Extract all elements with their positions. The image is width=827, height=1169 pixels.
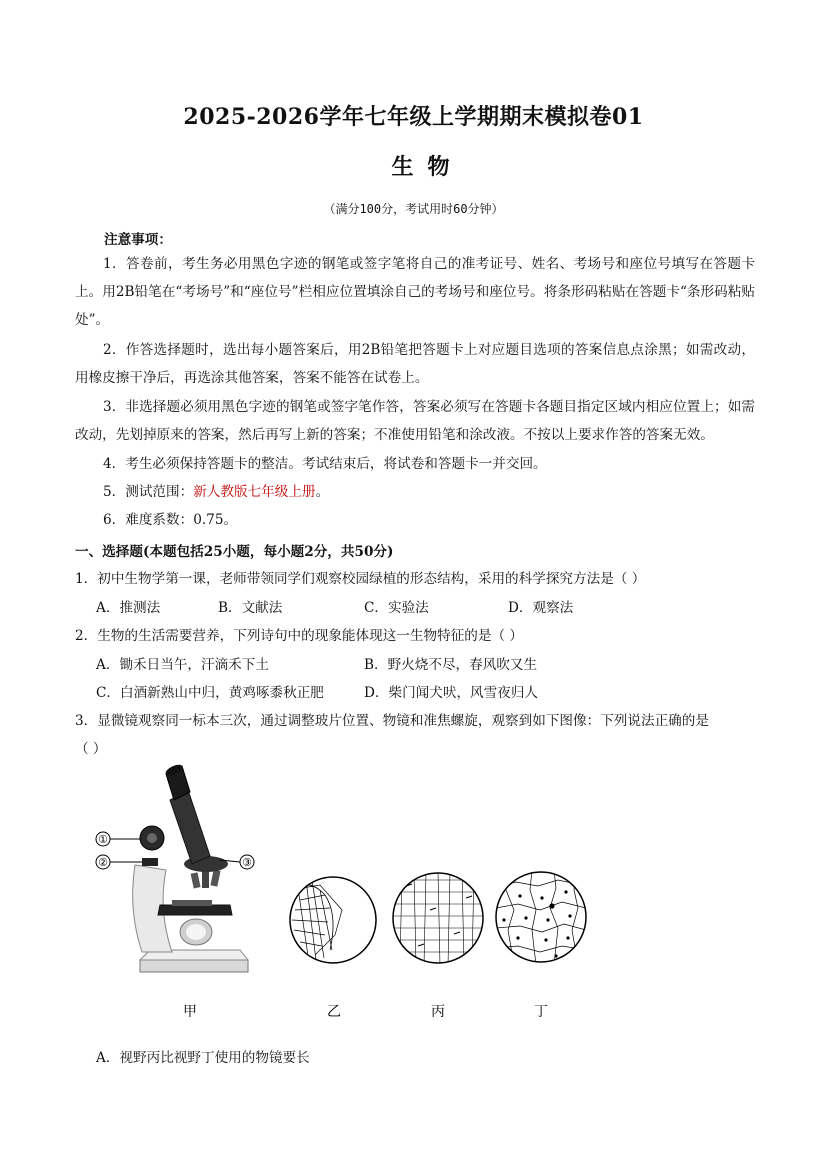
question-3-stem-cont: （ ） [75,741,107,757]
label-ding: 丁 [534,1004,548,1020]
note-item-5: 5．测试范围：新人教版七年级上册。 [103,484,330,500]
q1-option-c: C．实验法 [364,600,429,616]
microscope-figure [80,760,720,1030]
test-scope: 新人教版七年级上册 [193,484,316,500]
label-jia: 甲 [183,1004,197,1020]
exam-info: （满分100分，考试用时60分钟） [323,202,504,216]
callout-2: ② [98,856,108,869]
field-of-view-bing [392,872,484,965]
subject-title: 生物 [391,154,464,180]
section-heading: 一、选择题(本题包括25小题，每小题2分，共50分) [75,544,394,560]
q2-option-c: C．白酒新熟山中归，黄鸡啄黍秋正肥 [96,685,324,701]
q1-option-a: A．推测法 [96,600,161,616]
note-item-2: 2．作答选择题时，选出每小题答案后，用2B铅笔把答题卡上对应题目选项的答案信息点涂黑；如需改动，用橡皮擦干净后，再选涂其他答案，答案不能答在试卷上。 [75,342,755,386]
q2-option-a: A．锄禾日当午，汗滴禾下土 [96,657,269,673]
callout-3: ③ [242,856,252,869]
notes-heading: 注意事项： [104,232,172,248]
field-of-view-yi [290,877,376,963]
question-2-stem: 2．生物的生活需要营养，下列诗句中的现象能体现这一生物特征的是（ ） [75,628,523,644]
question-1-stem: 1．初中生物学第一课，老师带领同学们观察校园绿植的形态结构，采用的科学探究方法是（ ） [75,571,646,587]
q2-option-d: D．柴门闻犬吠，风雪夜归人 [364,685,539,701]
q1-option-d: D．观察法 [508,600,574,616]
exam-title: 2025-2026学年七年级上学期期末模拟卷01 [183,104,644,130]
note-item-6: 6．难度系数：0.75。 [103,512,238,528]
label-bing: 丙 [431,1004,445,1020]
note-item-4: 4．考生必须保持答题卡的整洁。考试结束后，将试卷和答题卡一并交回。 [103,456,547,472]
label-yi: 乙 [327,1004,341,1020]
note-item-3: 3．非选择题必须用黑色字迹的钢笔或签字笔作答，答案必须写在答题卡各题目指定区域内相应位置上；如需改动，先划掉原来的答案，然后再写上新的答案；不准使用铅笔和涂改液。不按以上要求作答的答案无效。 [75,399,755,443]
q1-option-b: B．文献法 [218,600,283,616]
callout-1: ① [98,833,108,846]
microscope-illustration [96,763,254,972]
q2-option-b: B．野火烧不尽，春风吹又生 [364,657,538,673]
question-3-stem: 3．显微镜观察同一标本三次，通过调整玻片位置、物镜和准焦螺旋，观察到如下图像：下列说法正确的是 [75,713,709,729]
q3-option-a: A．视野丙比视野丁使用的物镜要长 [96,1050,310,1066]
note-item-1: 1．答卷前，考生务必用黑色字迹的钢笔或签字笔将自己的准考证号、姓名、考场号和座位号填写在答题卡上。用2B铅笔在“考场号”和“座位号”栏相应位置填涂自己的考场号和座位号。将条形码粘贴在答题卡“条形码粘贴处”。 [75,256,755,328]
field-of-view-ding [496,870,586,965]
